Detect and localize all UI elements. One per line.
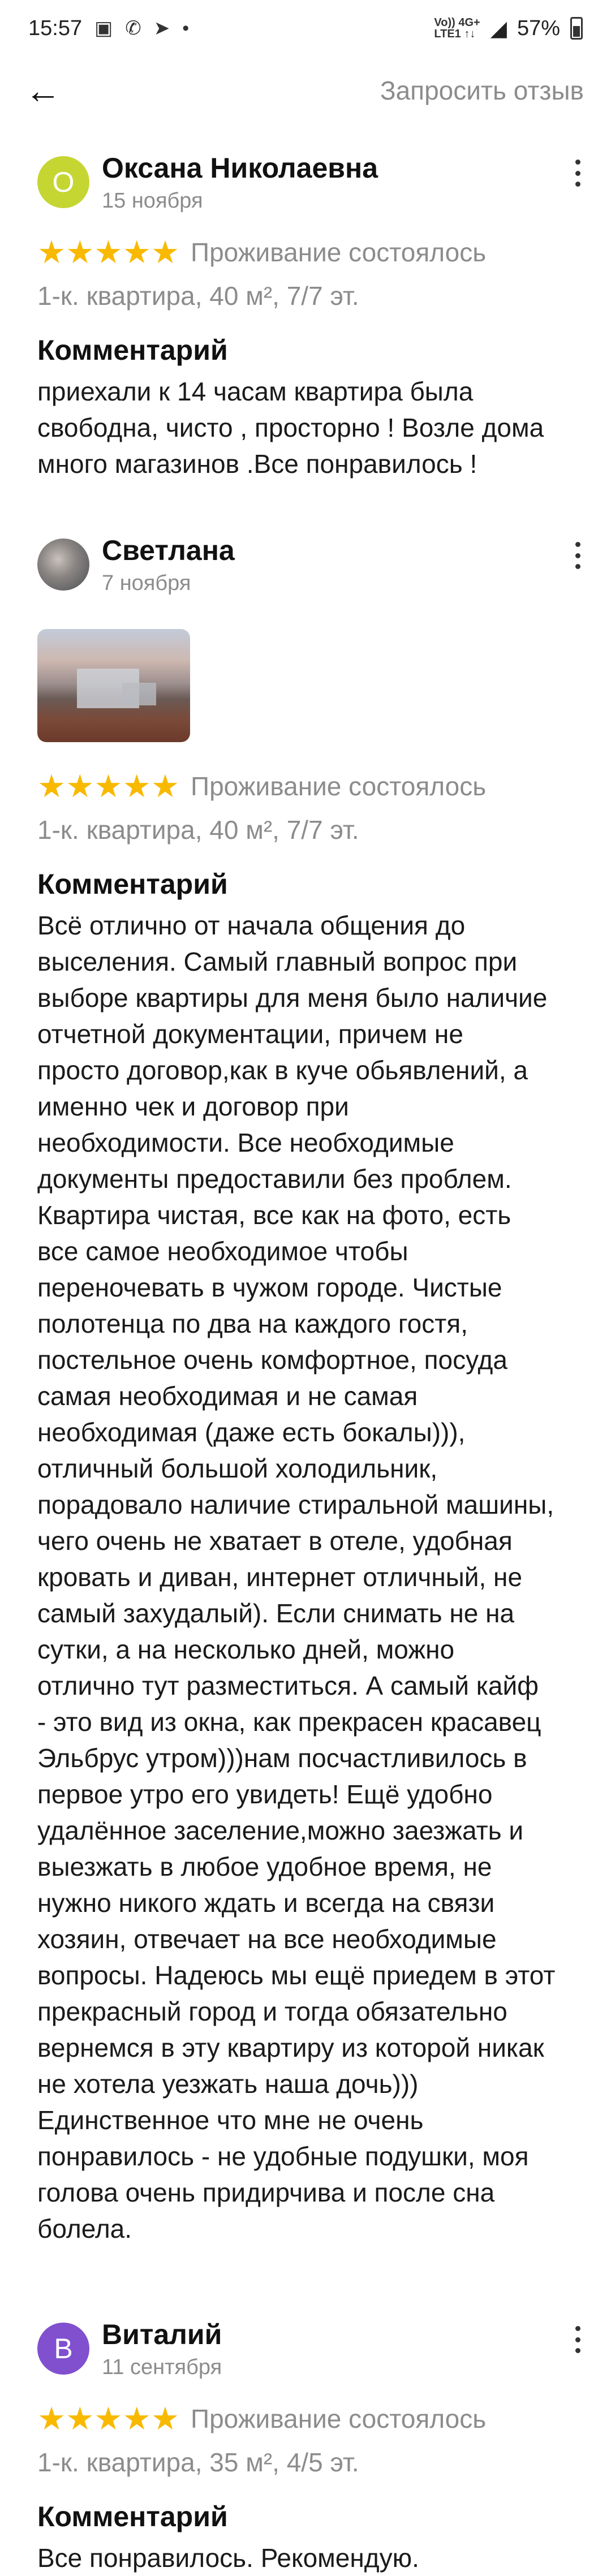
more-options-icon[interactable] — [569, 2323, 586, 2357]
review-date: 11 сентября — [102, 2355, 222, 2379]
telegram-icon: ➤ — [153, 18, 170, 39]
whatsapp-icon: ✆ — [125, 18, 141, 39]
rating-row — [37, 2402, 486, 2436]
comment-text: приехали к 14 часам квартира была свободна, чисто , просторно ! Возле дома много магазинов .Все понравилось ! — [37, 377, 544, 479]
network-top-label: Vo)) 4G+ — [434, 16, 480, 29]
comment-title: Комментарий — [37, 868, 228, 900]
comment-text: Все понравилось. Рекомендую. — [37, 2543, 419, 2573]
status-bar — [0, 0, 611, 57]
back-arrow-icon[interactable]: ← — [25, 70, 61, 111]
battery-icon — [570, 17, 583, 40]
apartment-info: 1-к. квартира, 40 м², 7/7 эт. — [37, 815, 359, 845]
avatar: О — [37, 156, 89, 208]
stay-status: Проживание состоялось — [191, 772, 487, 801]
request-review-button[interactable]: Запросить отзыв — [380, 76, 584, 105]
apartment-info: 1-к. квартира, 35 м², 4/5 эт. — [37, 2448, 359, 2477]
network-bottom-label: LTE1 ↑↓ — [434, 28, 476, 40]
status-left — [28, 16, 189, 41]
gallery-icon: ▣ — [94, 18, 113, 39]
stay-status: Проживание состоялось — [191, 2404, 487, 2433]
review-date: 7 ноября — [102, 571, 191, 595]
stay-status: Проживание состоялось — [191, 238, 487, 267]
more-options-icon[interactable] — [569, 539, 586, 572]
comment-title: Комментарий — [37, 2501, 228, 2532]
review-header — [37, 534, 588, 596]
review-header — [37, 152, 588, 214]
star-rating: ★★★★★ — [37, 2401, 180, 2436]
review-photo[interactable] — [37, 629, 190, 742]
rating-row — [37, 769, 486, 803]
reviewer-name: Светлана — [102, 535, 235, 566]
apartment-info: 1-к. квартира, 40 м², 7/7 эт. — [37, 281, 359, 311]
signal-icon: ◢ — [490, 16, 507, 41]
review-date: 15 ноября — [102, 189, 203, 213]
avatar: В — [37, 2323, 89, 2375]
battery-percent: 57% — [517, 16, 560, 40]
more-notifications-icon: • — [182, 17, 190, 39]
network-indicator — [434, 17, 480, 40]
star-rating: ★★★★★ — [37, 234, 180, 270]
status-right — [434, 16, 583, 41]
comment-text: Всё отлично от начала общения до выселения. Самый главный вопрос при выборе квартиры для меня было наличие отчетной документации, причем не просто договор,как в куче обьявлений, а именно чек и договор при необходимости. Все необходимые документы предоставили без проблем. Квартира чистая, все как на фото, есть все самое необходимое чтобы переночевать в чужом городе. Чистые полотенца по два на каждого гостя, постельное очень комфортное, посуда самая необходимая и не самая необходимая (даже есть бокалы))), отличный большой холодильник, порадовало наличие стиральной машины, чего очень не хватает в отеле, удобная кровать и диван, интернет отличный, не самый захудалый). Если снимать не на сутки, а на несколько дней, можно отлично тут разместиться. А самый кайф - это вид из окна, как прекрасен красавец Эльбрус утром)))нам посчастливилось в первое утро его увидеть! Ещё удобно удалённое заселение,можно заезжать и выезжать в любое удобное время, не нужно никого ждать и всегда на связи хозяин, отвечает на все необходимые вопросы. Надеюсь мы ещё приедем в этот прекрасный город и тогда обязательно вернемся в эту квартиру из которой никак не хотела уезжать наша дочь))) Единственное что мне не очень понравилось - не удобные подушки, моя голова очень придирчива и после сна болела. — [37, 911, 556, 2243]
star-rating: ★★★★★ — [37, 768, 180, 804]
reviewer-name: Оксана Николаевна — [102, 152, 378, 184]
more-options-icon[interactable] — [569, 156, 586, 190]
avatar — [37, 539, 89, 591]
reviewer-name: Виталий — [102, 2319, 222, 2350]
review-header — [37, 2318, 588, 2380]
comment-title: Комментарий — [37, 334, 228, 366]
rating-row — [37, 235, 486, 269]
status-time: 15:57 — [28, 16, 83, 40]
app-bar — [0, 57, 611, 124]
